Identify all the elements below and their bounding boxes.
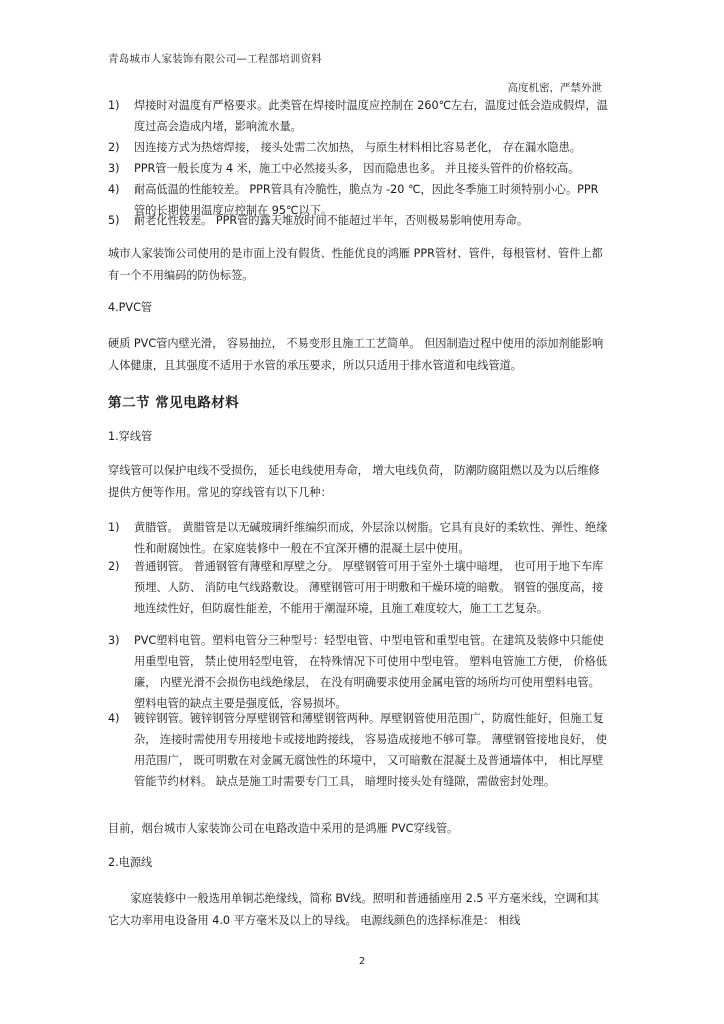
list-item (108, 556, 608, 640)
conduit-note: 目前，烟台城市人家装饰公司在电路改造中采用的是鸿雁 PVC穿线管。 (108, 822, 459, 835)
list-text: PPR管一般长度为 4 米，施工中必然接头多， 因而隐患也多。 并且接头管件的价格较高。 (134, 162, 580, 175)
list-text: 镀锌钢管。镀锌钢管分厚壁钢管和薄壁钢管两种。厚壁钢管使用范围广，防腐性能好，但施工复杂， 连接时需使用专用接地卡或接地跨接线， 容易造成接地不够可靠。 薄壁钢管接地良好， 使用范围广， 既可明敷在对金属无腐蚀性的环境中， 又可暗敷在混凝土及普通墙体中， 相比厚壁管能节约材料。 缺点是施工时需要专门工具， 暗埋时接头处有缝隙，需做密封处理。 (134, 712, 607, 788)
pvc-heading: 4.PVC管 (108, 301, 153, 314)
list-text: 普通钢管。 普通钢管有薄壁和厚壁之分。 厚壁钢管可用于室外土壤中暗埋， 也可用于地下车库预埋、人防、 消防电气线路敷设。 薄壁钢管可用于明敷和干燥环境的暗敷。 钢管的强度高，接地连续性好，但防腐性能差，不能用于潮湿环境，且施工难度较大，施工工艺复杂。 (134, 560, 604, 615)
list-item (108, 630, 608, 714)
list-text: 黄腊管。 黄腊管是以无碱玻璃纤维编织而成，外层涂以树脂。它具有良好的柔软性、弹性、绝缘性和耐腐蚀性。在家庭装修中一般在不宜深开槽的混凝土层中使用。 (134, 521, 608, 555)
list-number: 1) (108, 521, 120, 534)
conduit-heading: 1.穿线管 (108, 430, 153, 443)
list-text: PVC塑料电管。塑料电管分三种型号：轻型电管、中型电管和重型电管。在建筑及装修中只能使用重型电管， 禁止使用轻型电管， 在特殊情况下可使用中型电管。 塑料电管施工方便， 价格低廉， 内壁光滑不会损伤电线绝缘层， 在没有明确要求使用金属电管的场所均可使用塑料电管。塑料电管的缺点主要是强度低，容易损坏。 (134, 634, 607, 710)
list-text: 焊接时对温度有严格要求。此类管在焊接时温度应控制在 260℃左右，温度过低会造成假焊，温度过高会造成内堵，影响流水量。 (134, 99, 608, 133)
list-item (108, 210, 608, 231)
list-text: 因连接方式为热熔焊接， 接头处需二次加热， 与原生材料相比容易老化， 存在漏水隐患。 (134, 141, 581, 154)
list-item (108, 158, 608, 179)
list-text: 耐老化性较差。 PPR管的露天堆放时间不能超过半年，否则极易影响使用寿命。 (134, 214, 529, 227)
list-item (108, 517, 608, 559)
list-number: 2) (108, 141, 120, 154)
list-number: 2) (108, 560, 120, 573)
ppr-note: 城市人家装饰公司使用的是市面上没有假货、性能优良的鸿雁 PPR管材、管件，每根管材、管件上都有一个不用编码的防伪标签。 (108, 247, 603, 282)
list-number: 3) (108, 634, 120, 647)
list-item (108, 95, 608, 137)
wire-heading: 2.电源线 (108, 856, 153, 869)
list-item (108, 708, 608, 813)
conduit-intro: 穿线管可以保护电线不受损伤， 延长电线使用寿命， 增大电线负荷， 防潮防腐阻燃以及为以后维修提供方便等作用。常见的穿线管有以下几种： (108, 464, 600, 499)
list-item (108, 137, 608, 158)
list-number: 4) (108, 712, 120, 725)
continued-text: 高度机密，严禁外泄 (507, 82, 602, 94)
section-title: 第二节 常见电路材料 (108, 395, 240, 411)
list-text: 耐高低温的性能较差。 PPR管具有冷脆性，脆点为 -20 ℃，因此冬季施工时须特别小心。PPR管的长期使用温度应控制在 95℃以下。 (134, 183, 599, 217)
pvc-paragraph: 硬质 PVC管内壁光滑， 容易抽拉， 不易变形且施工工艺简单。 但因制造过程中使用的添加剂能影响人体健康，且其强度不适用于水管的承压要求，所以只适用于排水管道和电线管道。 (108, 337, 604, 372)
list-number: 1) (108, 99, 120, 112)
list-number: 4) (108, 183, 120, 196)
wire-paragraph: 家庭装修中一般选用单铜芯绝缘线，简称 BV线。照明和普通插座用 2.5 平方毫米线，空调和其它大功率用电设备用 4.0 平方毫米及以上的导线。 电源线颜色的选择标准是： 相线 (108, 892, 599, 927)
page-number: 2 (358, 956, 366, 967)
list-number: 5) (108, 214, 120, 227)
page-header: 青岛城市人家装饰有限公司—工程部培训资料 (108, 53, 322, 65)
list-number: 3) (108, 162, 120, 175)
